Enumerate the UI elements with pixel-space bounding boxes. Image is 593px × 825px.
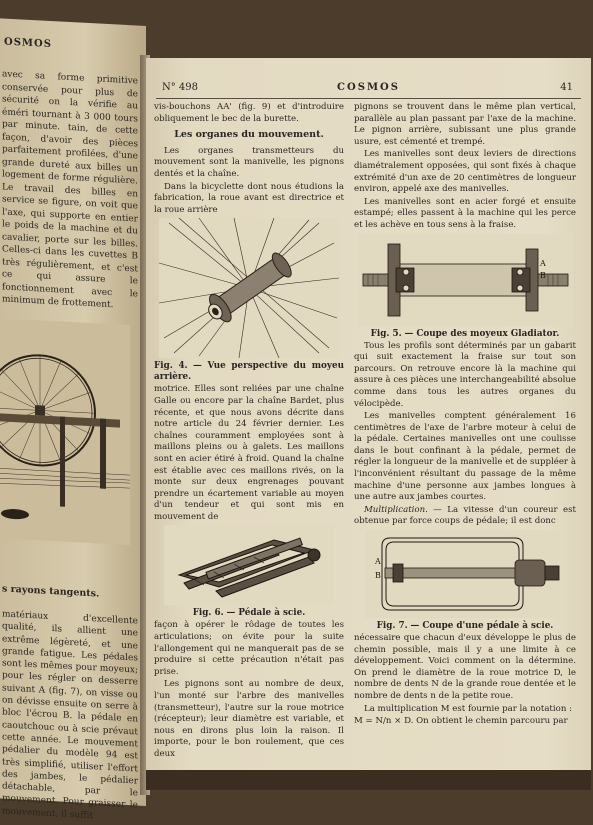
paragraph-intro: vis-bouchons AA' (fig. 9) et d'introduire obliquement le bec de la burette. [154,102,344,124]
saw-pedal-figure [164,525,334,605]
fig4-number: Fig. 4. [154,361,188,372]
figure-caption-5 [354,329,576,340]
fig4-title: — Vue perspective du moyeu arrière. [154,361,344,383]
paragraph: Les manivelles comptent généralement 16 centimètres de l'axe de l'arbre moteur à celui de la pédale. Certaines manivelles ont une coulisse dans le bout confinant à la pédale, permet de régler la longueur de la manivelle et de suppléer à l'inconvénient résultant du passage de la même machine d'une personne aux jambes longues à une autre aux jambes courtes. [354,411,576,503]
fig7-label-a: A [375,557,381,567]
left-page-caption: s rayons tangents. [2,583,100,600]
gladiator-hub-section-figure [358,234,573,326]
fig5-title: — Coupe des moyeux Gladiator. [404,328,560,339]
fig7-number: Fig. 7. [376,621,408,632]
paragraph: pignons se trouvent dans le même plan vertical, parallèle au plan passant par l'axe de la machine. Le pignon arrière, subissant une plus grande usure, est cémenté et trempé. [354,102,576,147]
fig5-number: Fig. 5. [370,328,402,339]
figure-caption-7 [354,621,576,632]
right-page [146,58,591,790]
section-heading: Les organes du mouvement. [174,129,324,141]
formula: M = N/n × D. On obtient le chemin parcouru par [354,716,568,727]
fig5-label-b: B [539,270,546,280]
paragraph: Tous les profils sont déterminés par un gabarit qui suit exactement la fraise sur tout son parcours. On retrouve encore là la machine qui assure à ces pièces une interchangeabilité absolue comme dans tous les autres organes du vélocipède. [354,340,576,409]
page-number: 41 [560,82,573,93]
fig5-label-a: A [539,258,546,268]
hub-perspective-figure [159,218,339,358]
column-left [154,102,344,762]
left-page-bottom-text: matériaux d'excellente qualité, ils allient une extrême légèreté, et une grande fatigue. Les pédales sont les mêmes pour moyeux; pour les régler on desserre suivant A (fig. 7), on visse ou on dévisse ensuite on serre à bloc l'écrou B. la pédale en caoutchouc ou à scie prévaut cette année. Le mouvement pédalier du modèle 94 est très simplifié, utiliser l'effort des jambes, le pédalier détachable, par le mouvement. Pour graisser le mouvement, il suffit [2,609,138,821]
multiplication-text: — La vitesse d'un coureur est obtenue par force coups de pédale; il est donc [354,504,576,527]
paragraph: Les manivelles sont deux leviers de directions diamétralement opposées, qui sont fixés à chaque extrémité d'un axe de 20 centimètres de longueur environ, appelé axe des manivelles. [354,149,576,195]
left-page-top-text: avec sa forme primitive conservée pour plus de sécurité on la vérifie au éméri tournant à 3 000 tours par minute. tain, de cette façon, d'avoir des pièces parfaitement profilées, d'une grande dureté aux billes un logement de forme régulière. Le travail des billes en service se figure, on voit que l'axe, qui supporte en entier le poids de la machine et du cavalier, porte sur les billes. Celles-ci dans les cuvettes B très régulièrement, et c'est ce qui assure le fonctionnement avec le minimum de frottement. [2,69,138,311]
paragraph: Les organes transmetteurs du mouvement sont la manivelle, les pignons dentés et la chaîne. [154,145,344,179]
saw-pedal-section-figure [365,530,565,618]
multiplication-lead: Multiplication. [364,504,428,515]
paragraph: façon à opérer le rôdage de toutes les articulations; on évite pour la suite l'allongement qui ne manquerait pas de se produire si cette précaution n'était pas prise. [154,620,344,677]
figure-caption-4 [154,361,344,383]
table-surface [146,770,591,790]
fig6-title: — Pédale à scie. [226,608,306,619]
paragraph: Les manivelles sont en acier forgé et ensuite estampé; elles passent à la machine qui les perce et les achève en tous sens à la fraise. [354,196,576,230]
issue-number: N° 498 [162,82,199,93]
paragraph-multiplication [354,505,576,528]
journal-title: COSMOS [337,82,400,93]
wheel-truing-illustration [0,318,130,545]
fig7-title: — Coupe d'une pédale à scie. [410,621,554,632]
paragraph: Les pignons sont au nombre de deux, l'un monté sur l'arbre des manivelles (transmetteur), l'autre sur la roue motrice (récepteur); leur diamètre est variable, et nous en dirons plus loin la raison. Il importe, pour le bon roulement, que ces deux [154,679,344,759]
figure-caption-6 [154,608,344,619]
paragraph: La multiplication M est fournie par la notation : [364,703,572,714]
column-right [354,102,576,729]
paragraph: nécessaire que chacun d'eux développe le plus de chemin possible, mais il y a une limite à ce développement. Voici comment on la détermine. On prend le diamètre de la roue motrice D, le nombre de dents N de la grande roue dentée et le nombre de dents n de la petite roue. [354,633,576,701]
fig6-number: Fig. 6. [192,608,224,619]
left-page [0,18,146,821]
paragraph: motrice. Elles sont reliées par une chaîne Galle ou encore par la chaîne Bardet, plus récente, et que nous avons décrite dans notre article du 24 février dernier. Les chaînes couramment employées sont à maillons pleins ou à galets. Les maillons sont en acier étiré à froid. Quand la chaîne est établie avec ces maillons rivés, on la monte sur deux engrenages pouvant prendre un écartement variable au moyen d'un tendeur et qui sont mis en mouvement de [154,384,344,522]
fig7-label-b: B [375,571,381,581]
header-rule [156,98,581,99]
running-head [156,82,581,98]
left-page-header: OSMOS [4,36,52,51]
paragraph: Dans la bicyclette dont nous étudions la fabrication, la roue avant est directrice et la roue arrière [154,181,344,215]
